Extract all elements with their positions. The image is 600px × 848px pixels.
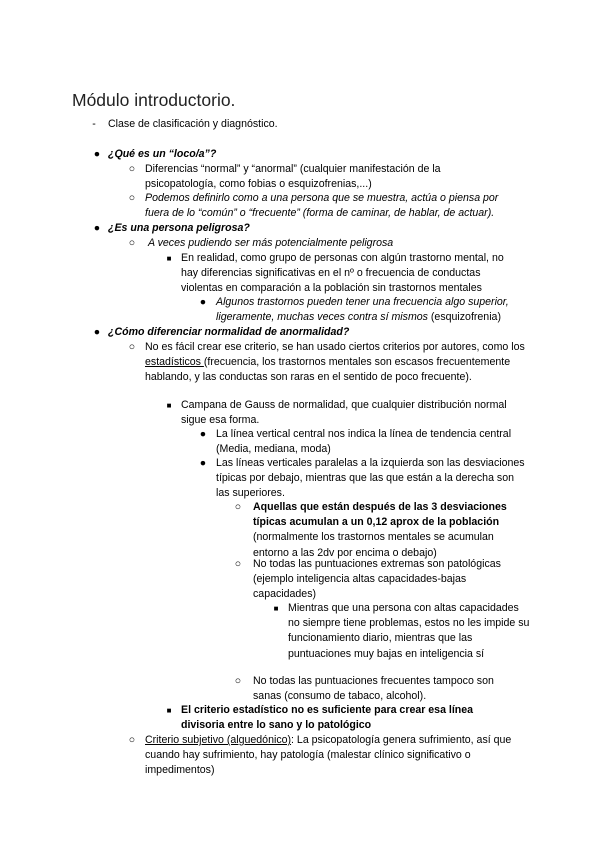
q2-point-3-italic: Algunos trastornos pueden tener una frecuencia algo superior, ligeramente, muchas veces contra sí mismos [216, 296, 509, 324]
square-bullet: ■ [273, 604, 279, 613]
circle-bullet: ○ [128, 163, 136, 175]
three-deviations-point [253, 500, 528, 561]
q1-heading: ¿Qué es un “loco/a”? [108, 148, 217, 160]
frequent-scores-point: No todas las puntuaciones frecuentes tampoco son sanas (consumo de tabaco, alcohol). [253, 675, 494, 703]
q3-point-1 [145, 340, 530, 386]
dot-bullet: ● [93, 326, 101, 338]
three-deviations-bold: Aquellas que están después de las 3 desviaciones típicas acumulan a un 0,12 aprox de la población [253, 501, 507, 529]
parallel-lines-point: Las líneas verticales paralelas a la izquierda son las desviaciones típicas por debajo, mientras que las que están a la derecha son las superiores. [216, 457, 525, 500]
circle-bullet: ○ [234, 501, 242, 513]
page-title: Módulo introductorio. [72, 90, 236, 110]
dot-bullet: ● [93, 222, 101, 234]
statistical-criterion-conclusion: El criterio estadístico no es suficiente para crear esa línea divisoria entre lo sano y lo patológico [181, 704, 474, 732]
dot-bullet: ● [93, 148, 101, 160]
circle-bullet: ○ [128, 734, 136, 746]
square-bullet: ■ [166, 254, 172, 263]
q2-heading: ¿Es una persona peligrosa? [108, 222, 250, 234]
subtitle-text: Clase de clasificación y diagnóstico. [108, 118, 278, 130]
circle-bullet: ○ [128, 237, 136, 249]
q2-point-2: En realidad, como grupo de personas con algún trastorno mental, no hay diferencias significativas en el nº o frecuencia de conductas violentas en comparación a la población sin trastornos mentales [181, 252, 504, 295]
square-bullet: ■ [166, 401, 172, 410]
subjective-criterion-point [145, 733, 527, 779]
extreme-scores-point: No todas las puntuaciones extremas son patológicas (ejemplo inteligencia altas capacidades-bajas capacidades) [253, 558, 501, 601]
q3-point-1-text-a: No es fácil crear ese criterio, se han usado ciertos criterios por autores, como los [145, 341, 525, 353]
square-bullet: ■ [166, 706, 172, 715]
dot-bullet: ● [199, 428, 207, 440]
statistical-criteria-link[interactable]: estadísticos [145, 356, 204, 369]
q3-point-1-text-b: (frecuencia, los trastornos mentales son escasos frecuentemente hablando, y las conductas son raras en el sentido de poco frecuente). [145, 356, 511, 384]
subjective-criterion-link[interactable]: Criterio subjetivo (alguedónico) [145, 734, 292, 746]
q3-heading: ¿Cómo diferenciar normalidad de anormalidad? [108, 326, 350, 338]
circle-bullet: ○ [128, 192, 136, 204]
high-capacities-point: Mientras que una persona con altas capacidades no siempre tiene problemas, estos no les impide su funcionamiento diario, mientras que las puntuaciones muy bajas en inteligencia sí [288, 602, 530, 660]
gauss-bell-point: Campana de Gauss de normalidad, que cualquier distribución normal sigue esa forma. [181, 399, 507, 427]
q1-point-2: Podemos definirlo como a una persona que se muestra, actúa o piensa por fuera de lo “común” o “frecuente” (forma de caminar, de hablar, de actuar). [145, 192, 499, 220]
dash-bullet: - [92, 118, 96, 130]
q1-point-1: Diferencias “normal” y “anormal” (cualquier manifestación de la psicopatología, como fobias o esquizofrenias,...) [145, 163, 441, 191]
q2-point-3-rest: (esquizofrenia) [427, 311, 501, 324]
q2-point-3 [216, 295, 528, 325]
circle-bullet: ○ [128, 341, 136, 353]
vertical-line-point: La línea vertical central nos indica la línea de tendencia central (Media, mediana, moda) [216, 428, 512, 456]
three-deviations-rest: (normalmente los trastornos mentales se acumulan entorno a las 2dv por encima o debajo) [253, 531, 494, 559]
dot-bullet: ● [199, 457, 207, 469]
subjective-criterion-rest: : La psicopatología genera sufrimiento, así que cuando hay sufrimiento, hay patología (malestar clínico significativo o impedimentos) [145, 734, 512, 777]
circle-bullet: ○ [234, 558, 242, 570]
dot-bullet: ● [199, 296, 207, 308]
q2-point-1: A veces pudiendo ser más potencialmente peligrosa [148, 237, 394, 249]
circle-bullet: ○ [234, 675, 242, 687]
